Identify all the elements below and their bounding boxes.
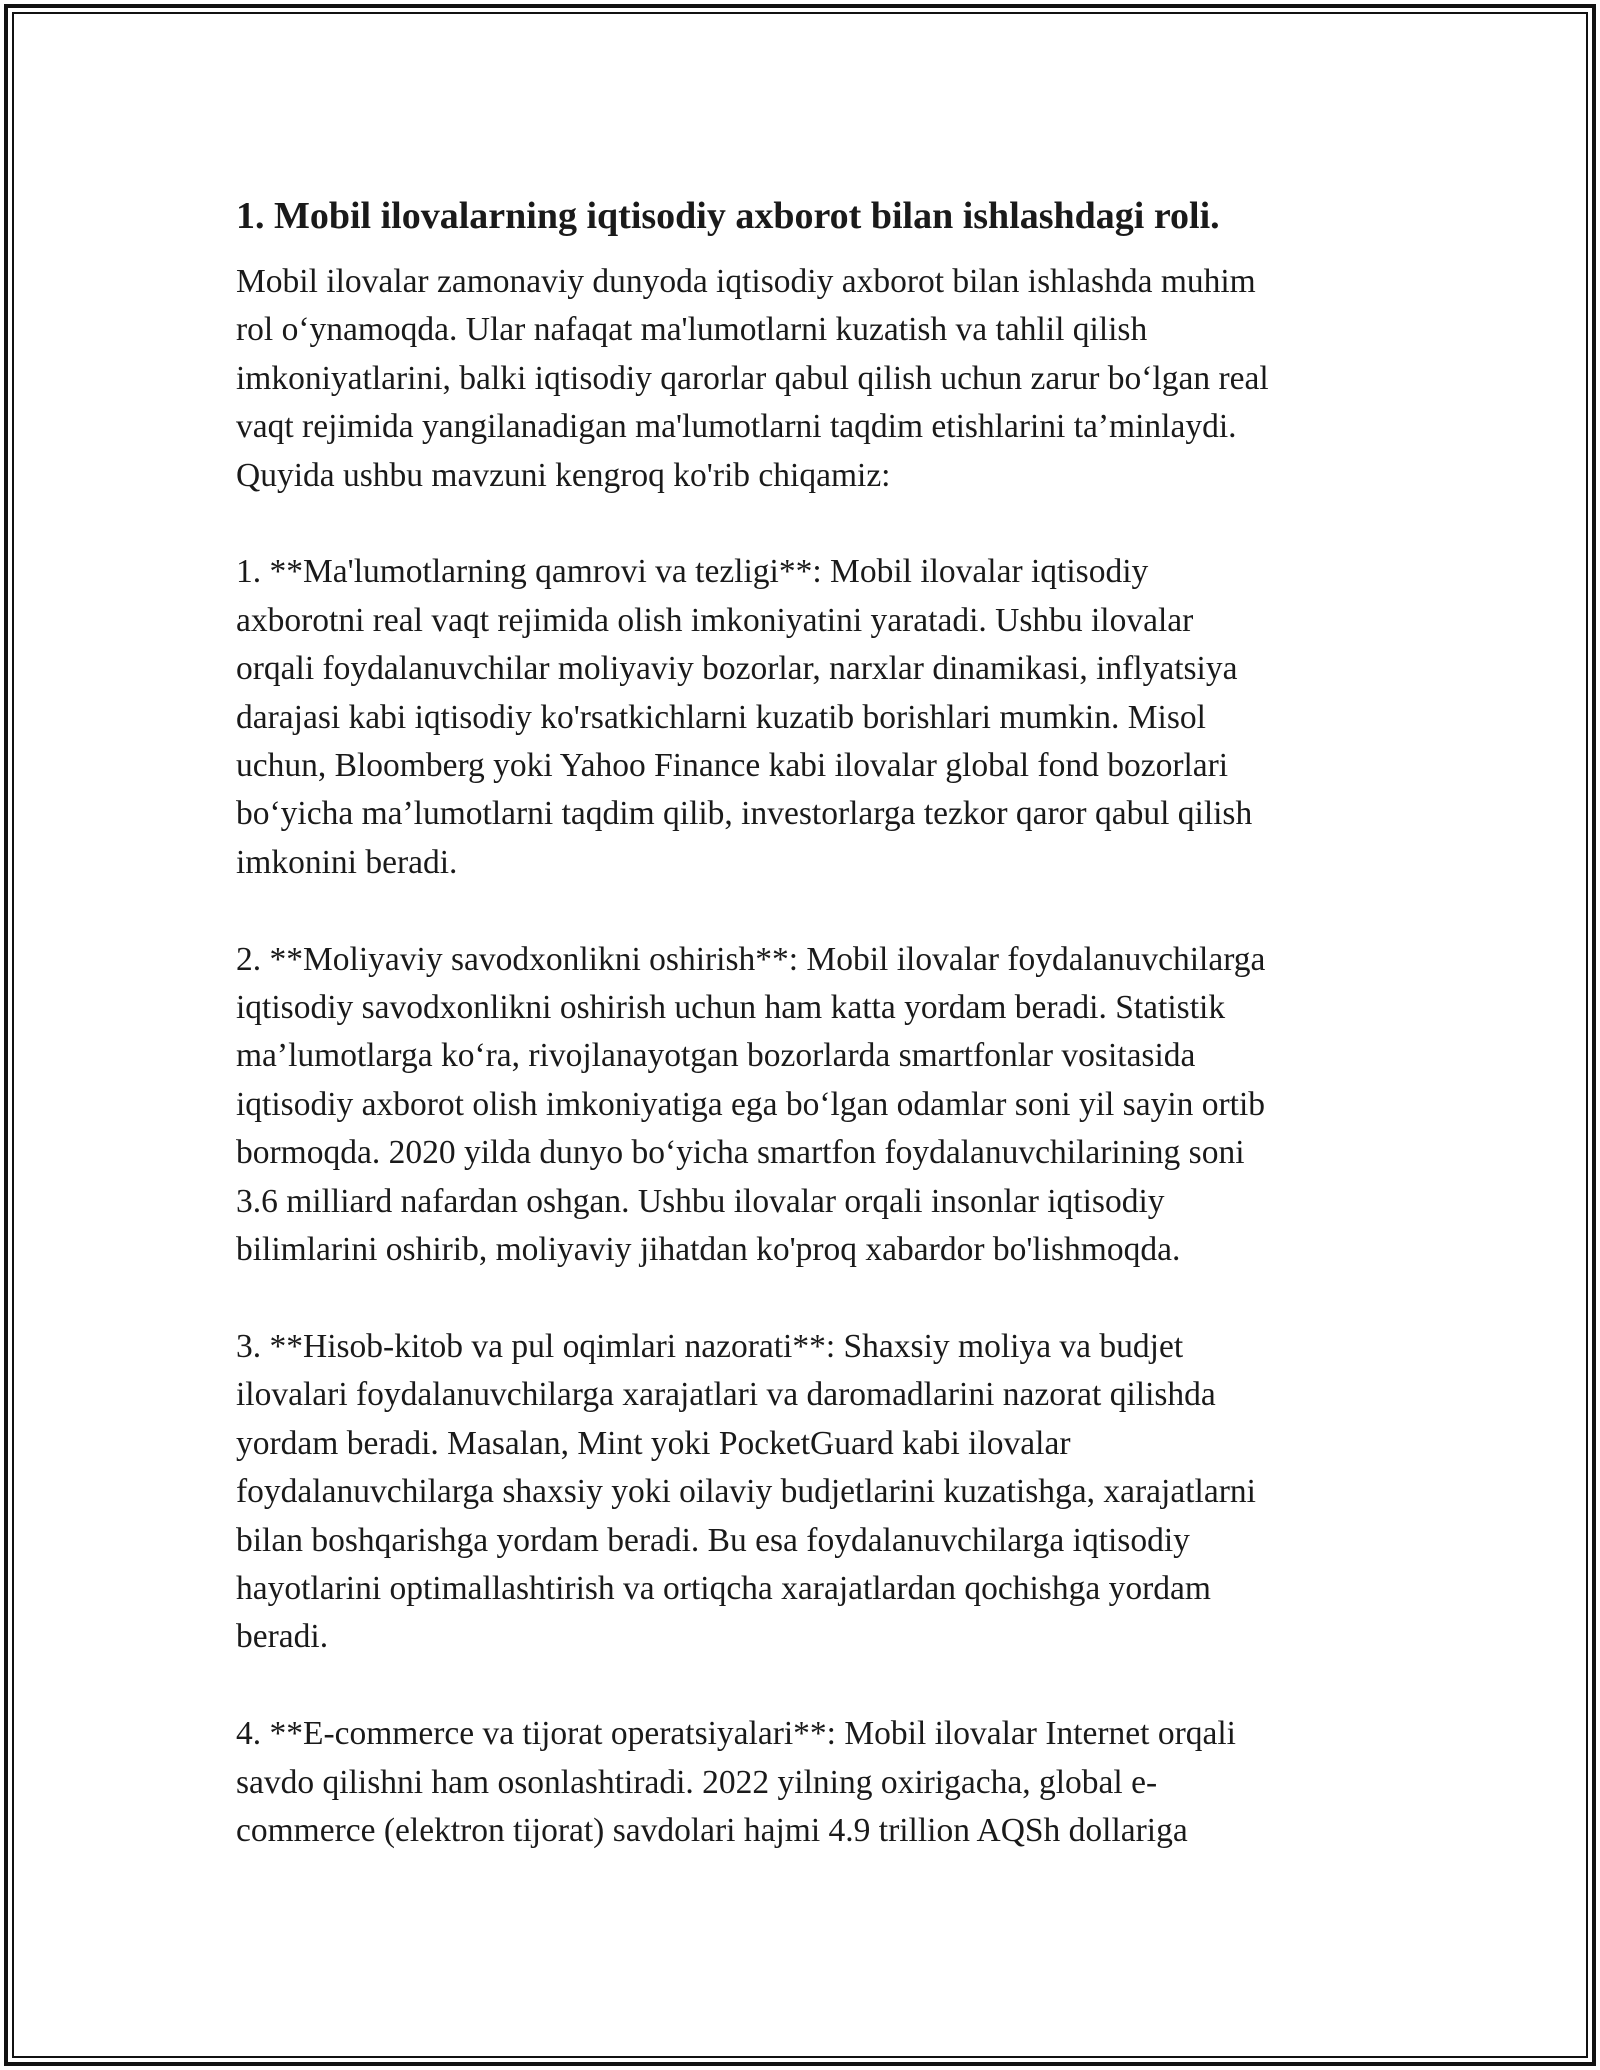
text-line: bilan boshqarishga yordam beradi. Bu esa foydalanuvchilarga iqtisodiy [236, 1521, 1190, 1559]
text-line: vaqt rejimida yangilanadigan ma'lumotlarni taqdim etishlarini ta’minlaydi. [236, 408, 1237, 446]
text-line: yordam beradi. Masalan, Mint yoki PocketGuard kabi ilovalar [236, 1424, 1071, 1462]
paragraph-3 [236, 936, 1386, 1275]
text-line: 2. **Moliyaviy savodxonlikni oshirish**: Mobil ilovalar foydalanuvchilarga [236, 940, 1266, 978]
paragraph-2 [236, 548, 1386, 887]
text-line: commerce (elektron tijorat) savdolari hajmi 4.9 trillion AQSh dollariga [236, 1811, 1188, 1849]
text-line: axborotni real vaqt rejimida olish imkoniyatini yaratadi. Ushbu ilovalar [236, 601, 1194, 639]
text-line: imkonini beradi. [236, 843, 458, 881]
text-line: beradi. [236, 1618, 329, 1656]
text-line: imkoniyatlarini, balki iqtisodiy qarorlar qabul qilish uchun zarur bo‘lgan real [236, 359, 1269, 397]
text-line: 3. **Hisob-kitob va pul oqimlari nazorati**: Shaxsiy moliya va budjet [236, 1327, 1184, 1365]
text-line: Quyida ushbu mavzuni kengroq ko'rib chiqamiz: [236, 456, 891, 494]
text-line: 1. **Ma'lumotlarning qamrovi va tezligi**: Mobil ilovalar iqtisodiy [236, 553, 1149, 591]
text-line: rol o‘ynamoqda. Ular nafaqat ma'lumotlarni kuzatish va tahlil qilish [236, 311, 1148, 349]
text-line: bormoqda. 2020 yilda dunyo bo‘yicha smartfon foydalanuvchilarining soni [236, 1134, 1245, 1172]
text-line: Mobil ilovalar zamonaviy dunyoda iqtisodiy axborot bilan ishlashda muhim [236, 263, 1256, 300]
text-line: bilimlarini oshirib, moliyaviy jihatdan ko'proq xabardor bo'lishmoqda. [236, 1231, 1181, 1269]
text-line: uchun, Bloomberg yoki Yahoo Finance kabi ilovalar global fond bozorlari [236, 747, 1229, 785]
text-line: 4. **E-commerce va tijorat operatsiyalari**: Mobil ilovalar Internet orqali [236, 1715, 1236, 1753]
text-line: foydalanuvchilarga shaxsiy yoki oilaviy budjetlarini kuzatishga, xarajatlarni [236, 1473, 1256, 1511]
text-line: iqtisodiy savodxonlikni oshirish uchun ham katta yordam beradi. Statistik [236, 989, 1226, 1027]
paragraph-5 [236, 1710, 1386, 1855]
text-line: iqtisodiy axborot olish imkoniyatiga ega bo‘lgan odamlar soni yil sayin ortib [236, 1085, 1266, 1123]
paragraph-4 [236, 1323, 1386, 1662]
text-line: hayotlarini optimallashtirish va ortiqcha xarajatlardan qochishga yordam [236, 1569, 1211, 1607]
text-line: 3.6 milliard nafardan oshgan. Ushbu ilovalar orqali insonlar iqtisodiy [236, 1182, 1165, 1220]
text-line: ilovalari foydalanuvchilarga xarajatlari va daromadlarini nazorat qilishda [236, 1376, 1216, 1414]
paragraph-list [236, 258, 1386, 1855]
paragraph-1 [236, 258, 1386, 500]
section-heading: 1. Mobil ilovalarning iqtisodiy axborot bilan ishlashdagi roli. [236, 195, 1220, 237]
text-line: savdo qilishni ham osonlashtiradi. 2022 yilning oxirigacha, global e- [236, 1763, 1158, 1801]
text-line: darajasi kabi iqtisodiy ko'rsatkichlarni kuzatib borishlari mumkin. Misol [236, 698, 1206, 736]
text-line: bo‘yicha ma’lumotlarni taqdim qilib, investorlarga tezkor qaror qabul qilish [236, 795, 1253, 833]
text-line: orqali foydalanuvchilar moliyaviy bozorlar, narxlar dinamikasi, inflyatsiya [236, 650, 1238, 688]
text-line: ma’lumotlarga ko‘ra, rivojlanayotgan bozorlarda smartfonlar vositasida [236, 1037, 1196, 1075]
document-body [236, 186, 1386, 1904]
